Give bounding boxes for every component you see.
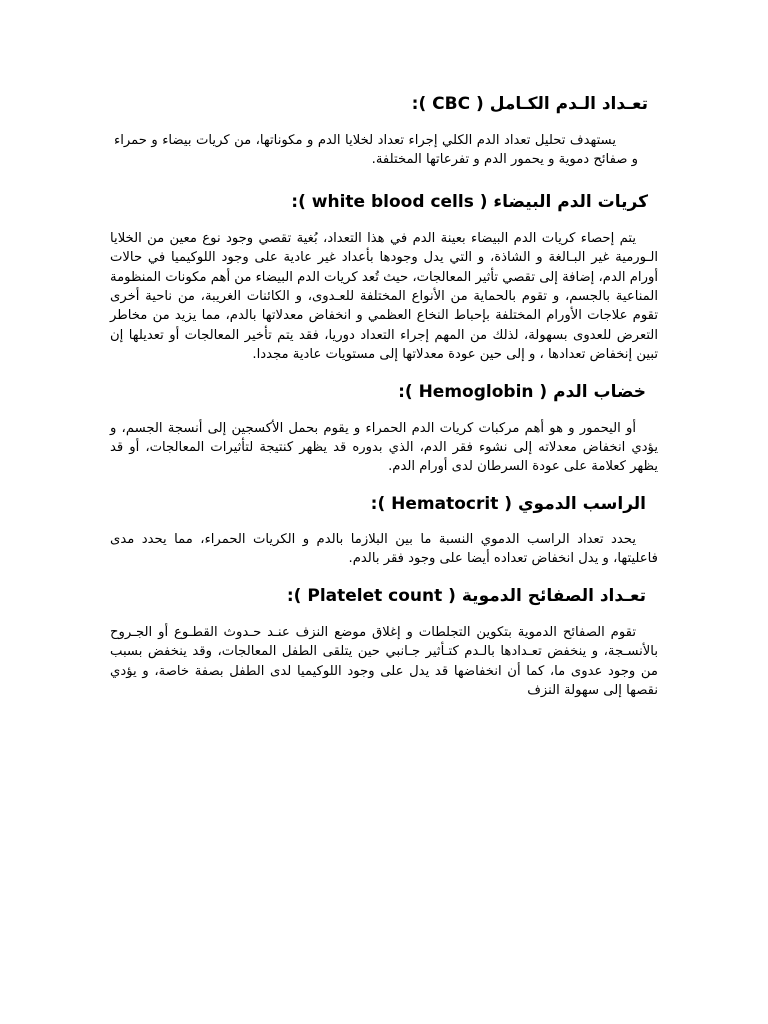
paragraph-hemoglobin [110, 419, 658, 477]
paragraph-platelet-count-text: تقوم الصفائح الدموية بتكوين التجلطات و إغلاق موضع النزف عنـد حـدوث القطـوع أو الجـروح بالأنسـجة، و ينخفض تعـدادها بالـدم كتـأثير جـانبي حين يتلقى الطفل المعالجات، وقد ينخفض بسبب من وجود عدوى ما، كما أن انخفاضها قد يدل على وجود اللوكيميا لدى الطفل بصفة خاصة، و يؤدي نقصها إلى سهولة النزف [110, 624, 658, 698]
paragraph-hematocrit-text: يحدد تعداد الراسب الدموي النسبة ما بين البلازما بالدم و الكريات الحمراء، مما يحدد مدى فاعليتها، و يدل انخفاض تعداده أيضا على وجود فقر بالدم. [110, 531, 658, 567]
document-content [110, 92, 658, 700]
paragraph-white-blood-cells-text: يتم إحصاء كريات الدم البيضاء بعينة الدم في هذا التعداد، بُغية تقصي وجود نوع معين من الخلايا الـورمية غير البـالغة و الشاذة، و التي يدل وجودها بأعداد غير عادية على وجود اللوكيميا في حالات أورام الدم، إضافة إلى تقصي تأثير المعالجات، حيث تُعد كريات الدم البيضاء من أهم مكونات المنظومة المناعية بالجسم، و تقوم بالحماية من الأنواع المختلفة للعـدوى، و الكائنات الغريبة، من ناحية أخرى تقوم علاجات الأورام المختلفة بإحباط النخاع العظمي و انخفاض معدلاتها بالدم، مما يزيد من مخاطر التعرض للعدوى بسهولة، لذلك من المهم إجراء التعداد دوريا، فقد يتم تأخير المعالجات أو تعديلها إن تبين إنخفاض تعدادها ، و إلى حين عودة معدلاتها إلى مستويات عادية مجددا. [110, 230, 658, 363]
heading-white-blood-cells: كريات الدم البيضاء ( white blood cells ): [291, 191, 648, 212]
paragraph-platelet-count [110, 623, 658, 701]
paragraph-white-blood-cells [110, 229, 658, 365]
paragraph-hemoglobin-text: أو اليحمور و هو أهم مركبات كريات الدم الحمراء و يقوم بحمل الأكسجين إلى أنسجة الجسم، و يؤدي انخفاض معدلاته إلى نشوء فقر الدم، الذي بدوره قد يظهر كنتيجة لتأثيرات المعالجات، أو قد يظهر كعلامة على عودة السرطان لدى أورام الدم. [110, 420, 658, 475]
heading-platelet-count: تعـداد الصفائح الدموية ( Platelet count ): [286, 585, 646, 606]
heading-hemoglobin: خضاب الدم ( Hemoglobin ): [398, 381, 646, 402]
paragraph-cbc-text: يستهدف تحليل تعداد الدم الكلي إجراء تعداد لخلايا الدم و مكوناتها، من كريات بيضاء و حمراء و صفائح دموية و يحمور الدم و تفرعاتها المختلفة. [114, 133, 638, 168]
heading-cbc: تعـداد الـدم الكـامل ( CBC ): [411, 94, 648, 114]
paragraph-cbc [110, 131, 658, 170]
paragraph-hematocrit [110, 530, 658, 569]
heading-hematocrit: الراسب الدموي ( Hematocrit ): [370, 493, 646, 514]
